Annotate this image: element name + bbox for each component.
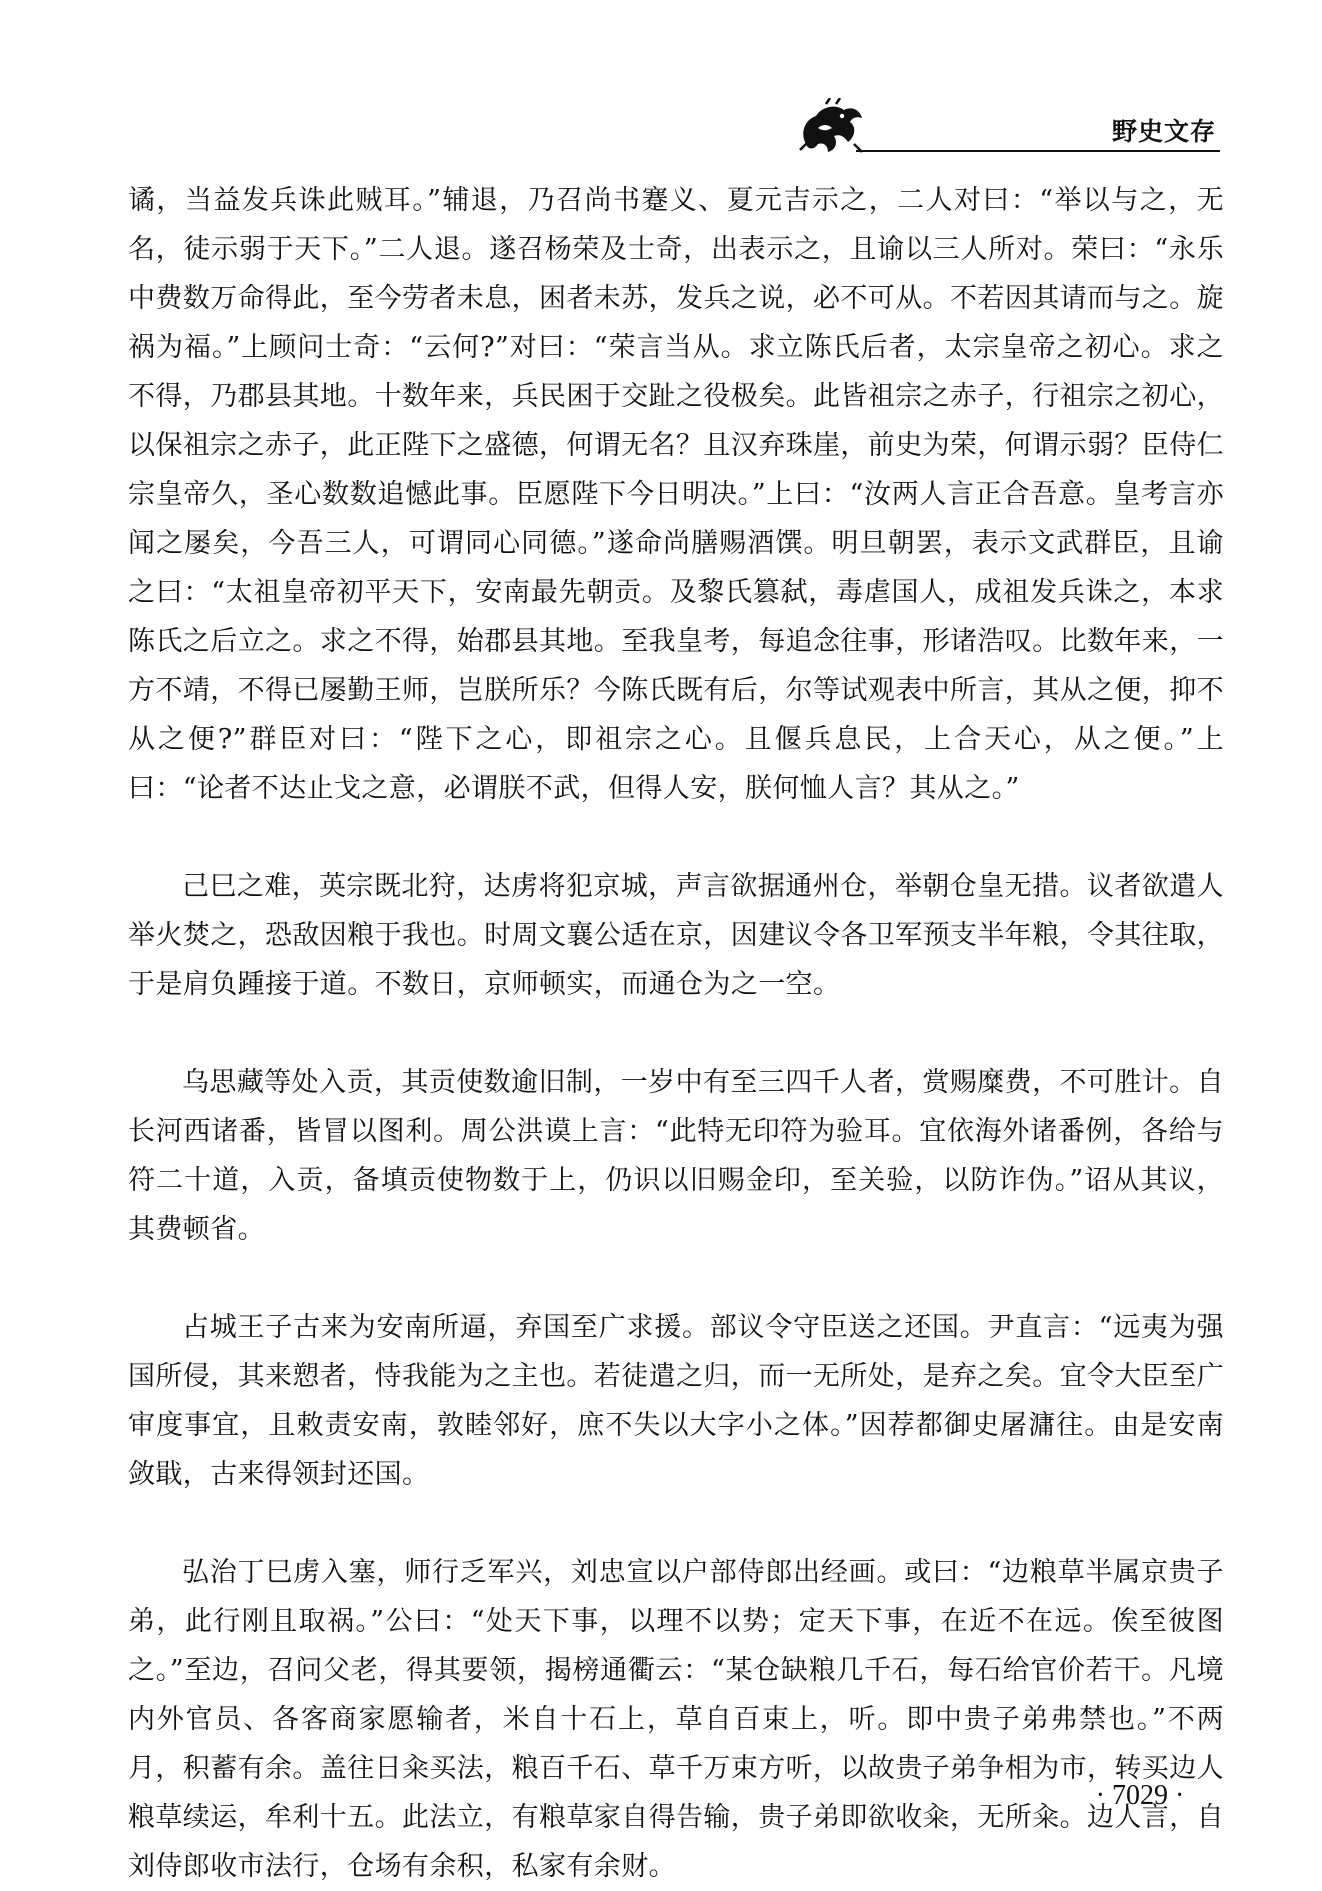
paragraph-4: 占城王子古来为安南所逼，弃国至广求援。部议令守臣送之还国。尹直言：“远夷为强国所侵，其来愬者，恃我能为之主也。若徒遣之归，而一无所处，是弃之矣。宜令大臣至广审度事宜，且敕责安南，敦睦邻好，庶不失以大字小之体。”因荐都御史屠滽往。由是安南敛戢，古来得领封还国。 (128, 1312, 1224, 1490)
header-rule (856, 150, 1220, 152)
paragraph-1: 谲，当益发兵诛此贼耳。”辅退，乃召尚书蹇义、夏元吉示之，二人对曰：“举以与之，无名，徒示弱于天下。”二人退。遂召杨荣及士奇，出表示之，且谕以三人所对。荣曰：“永乐中费数万命得此，至今劳者未息，困者未苏，发兵之说，必不可从。不若因其请而与之。旋祸为福。”上顾问士奇：“云何?”对曰：“荣言当从。求立陈氏后者，太宗皇帝之初心。求之不得，乃郡县其地。十数年来，兵民困于交趾之役极矣。此皆祖宗之赤子，行祖宗之初心，以保祖宗之赤子，此正陛下之盛德，何谓无名？且汉弃珠崖，前史为荣，何谓示弱？臣侍仁宗皇帝久，圣心数数追憾此事。臣愿陛下今日明决。”上曰：“汝两人言正合吾意。皇考言亦闻之屡矣，今吾三人，可谓同心同德。”遂命尚膳赐酒馔。明旦朝罢，表示文武群臣，且谕之曰：“太祖皇帝初平天下，安南最先朝贡。及黎氏篡弑，毒虐国人，成祖发兵诛之，本求陈氏之后立之。求之不得，始郡县其地。至我皇考，每追念往事，形诸浩叹。比数年来，一方不靖，不得已屡勤王师，岂朕所乐？今陈氏既有后，尔等试观表中所言，其从之便，抑不从之便?”群臣对曰：“陛下之心，即祖宗之心。且偃兵息民，上合天心，从之便。”上曰：“论者不达止戈之意，必谓朕不武，但得人安，朕何恤人言？其从之。” (128, 185, 1224, 804)
paragraph-3: 乌思藏等处入贡，其贡使数逾旧制，一岁中有至三四千人者，赏赐糜费，不可胜计。自长河西诸番，皆冒以图利。周公洪谟上言：“此特无印符为验耳。宜依海外诸番例，各给与符二十道，入贡，备填贡使物数于上，仍识以旧赐金印，至关验，以防诈伪。”诏从其议，其费顿省。 (128, 1067, 1224, 1245)
running-header (796, 98, 1220, 158)
paragraph-2: 己巳之难，英宗既北狩，达虏将犯京城，声言欲据通州仓，举朝仓皇无措。议者欲遣人举火焚之，恐敌因粮于我也。时周文襄公适在京，因建议令各卫军预支半年粮，令其往取，于是肩负踵接于道。不数日，京师顿实，而通仓为之一空。 (128, 871, 1224, 1000)
running-header-title: 野史文存 (1111, 117, 1216, 146)
body-text (128, 176, 1224, 1891)
page-number: · 7029 · (1095, 1780, 1185, 1811)
paragraph-5: 弘治丁巳虏入塞，师行乏军兴，刘忠宣以户部侍郎出经画。或曰：“边粮草半属京贵子弟，此行刚且取祸。”公曰：“处天下事，以理不以势；定天下事，在近不在远。俟至彼图之。”至边，召问父老，得其要领，揭榜通衢云：“某仓缺粮几千石，每石给官价若干。凡境内外官员、各客商家愿输者，米自十石上，草自百束上，听。即中贵子弟弗禁也。”不两月，积蓄有余。盖往日籴买法，粮百千石、草千万束方听，以故贵子弟争相为市，转买边人粮草续运，牟利十五。此法立，有粮草家自得告输，贵子弟即欲收籴，无所籴。边人言，自刘侍郎收市法行，仓场有余积，私家有余财。 (128, 1557, 1224, 1882)
dragon-emblem-icon (796, 98, 866, 156)
